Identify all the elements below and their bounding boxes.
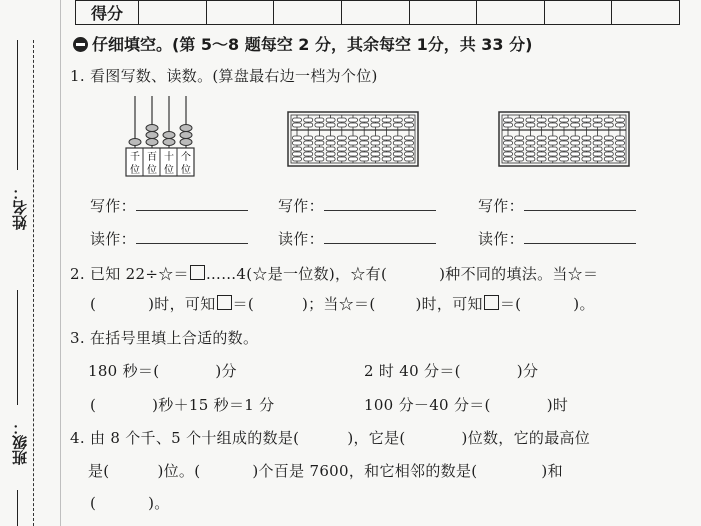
abacus-upper-bead bbox=[560, 118, 569, 122]
abacus-lower-bead bbox=[571, 147, 580, 151]
abacus-label-ones: 个 bbox=[181, 152, 191, 163]
abacus-upper-bead bbox=[405, 123, 414, 127]
abacus-lower-bead bbox=[304, 141, 313, 145]
abacus-upper-bead bbox=[548, 123, 557, 127]
abacus-upper-bead bbox=[393, 118, 402, 122]
abacus-upper-bead bbox=[593, 118, 602, 122]
abacus-lower-bead bbox=[582, 152, 591, 156]
abacus-lower-bead bbox=[537, 152, 546, 156]
abacus-lower-bead bbox=[593, 136, 602, 140]
abacus-lower-bead bbox=[593, 152, 602, 156]
abacus-lower-bead bbox=[382, 157, 391, 161]
abacus-lower-bead bbox=[560, 157, 569, 161]
abacus-lower-bead bbox=[504, 157, 513, 161]
score-cell[interactable] bbox=[139, 1, 207, 25]
q3-item-a: 180 秒＝( )分 bbox=[88, 362, 237, 380]
q2-line-1: 2. 已知 22÷☆＝ ……4(☆是一位数)，☆有( )种不同的填法。当☆＝ bbox=[70, 265, 599, 283]
abacus-lower-bead bbox=[337, 136, 346, 140]
abacus-lower-bead bbox=[326, 136, 335, 140]
abacus-lower-bead bbox=[315, 141, 324, 145]
abacus-lower-bead bbox=[382, 152, 391, 156]
abacus-upper-bead bbox=[616, 123, 625, 127]
abacus-lower-bead bbox=[571, 141, 580, 145]
abacus-lower-bead bbox=[315, 157, 324, 161]
abacus-lower-bead bbox=[504, 147, 513, 151]
abacus-lower-bead bbox=[337, 147, 346, 151]
abacus-lower-bead bbox=[515, 141, 524, 145]
abacus-upper-bead bbox=[371, 118, 380, 122]
abacus-upper-bead bbox=[293, 123, 302, 127]
abacus-lower-bead bbox=[515, 136, 524, 140]
abacus-lower-bead bbox=[526, 157, 535, 161]
score-cell[interactable] bbox=[544, 1, 612, 25]
abacus-lower-bead bbox=[360, 147, 369, 151]
abacus-lower-bead bbox=[349, 147, 358, 151]
abacus-upper-bead bbox=[504, 123, 513, 127]
abacus-lower-bead bbox=[604, 152, 613, 156]
abacus-upper-bead bbox=[571, 123, 580, 127]
abacus-lower-bead bbox=[616, 147, 625, 151]
abacus-upper-bead bbox=[593, 123, 602, 127]
abacus-upper-bead bbox=[337, 118, 346, 122]
margin-edge bbox=[60, 0, 61, 526]
abacus-upper-bead bbox=[315, 118, 324, 122]
q1-read-c: 读作： bbox=[478, 228, 636, 249]
svg-text:位: 位 bbox=[130, 165, 140, 176]
abacus-lower-bead bbox=[548, 141, 557, 145]
abacus-lower-bead bbox=[337, 152, 346, 156]
abacus-lower-bead bbox=[593, 141, 602, 145]
abacus-upper-bead bbox=[360, 118, 369, 122]
score-cell[interactable] bbox=[612, 1, 680, 25]
q1-write-c: 写作： bbox=[478, 195, 636, 216]
q1-read-b: 读作： bbox=[278, 228, 436, 249]
score-cell[interactable] bbox=[274, 1, 342, 25]
abacus-lower-bead bbox=[526, 152, 535, 156]
class-write-line bbox=[17, 290, 18, 405]
abacus-lower-bead bbox=[315, 152, 324, 156]
abacus-lower-bead bbox=[582, 157, 591, 161]
abacus-upper-bead bbox=[604, 123, 613, 127]
svg-text:位: 位 bbox=[147, 165, 157, 176]
abacus-lower-bead bbox=[326, 157, 335, 161]
abacus-lower-bead bbox=[326, 147, 335, 151]
abacus-lower-bead bbox=[382, 147, 391, 151]
read-answer-line-2[interactable] bbox=[324, 229, 436, 244]
abacus-lower-bead bbox=[349, 152, 358, 156]
abacus-lower-bead bbox=[349, 141, 358, 145]
abacus-lower-bead bbox=[548, 136, 557, 140]
abacus-upper-bead bbox=[360, 123, 369, 127]
abacus-lower-bead bbox=[571, 136, 580, 140]
score-cell[interactable] bbox=[477, 1, 545, 25]
abacus-upper-bead bbox=[571, 118, 580, 122]
abacus-lower-bead bbox=[315, 147, 324, 151]
abacus-upper-bead bbox=[349, 123, 358, 127]
abacus-lower-bead bbox=[548, 157, 557, 161]
abacus-upper-bead bbox=[526, 118, 535, 122]
abacus-lower-bead bbox=[560, 152, 569, 156]
abacus-upper-bead bbox=[560, 123, 569, 127]
abacus-lower-bead bbox=[304, 152, 313, 156]
abacus-lower-bead bbox=[360, 136, 369, 140]
abacus-lower-bead bbox=[604, 147, 613, 151]
abacus-lower-bead bbox=[405, 136, 414, 140]
abacus-lower-bead bbox=[515, 157, 524, 161]
class-label: 班级： bbox=[11, 420, 29, 465]
abacus-lower-bead bbox=[382, 141, 391, 145]
q3-item-c: ( )秒＋15 秒＝1 分 bbox=[90, 396, 275, 414]
abacus-lower-bead bbox=[616, 141, 625, 145]
abacus-lower-bead bbox=[337, 141, 346, 145]
section-badge-icon bbox=[73, 37, 88, 52]
abacus-lower-bead bbox=[337, 157, 346, 161]
abacus-label-tens: 十 bbox=[164, 152, 174, 163]
svg-text:位: 位 bbox=[164, 165, 174, 176]
abacus-lower-bead bbox=[548, 147, 557, 151]
abacus-upper-bead bbox=[315, 123, 324, 127]
abacus-lower-bead bbox=[393, 157, 402, 161]
abacus-lower-bead bbox=[393, 147, 402, 151]
score-cell[interactable] bbox=[206, 1, 274, 25]
abacus-upper-bead bbox=[616, 118, 625, 122]
abacus-lower-bead bbox=[515, 152, 524, 156]
abacus-lower-bead bbox=[515, 147, 524, 151]
abacus-lower-bead bbox=[582, 136, 591, 140]
abacus-upper-bead bbox=[515, 118, 524, 122]
abacus-lower-bead bbox=[616, 136, 625, 140]
abacus-lower-bead bbox=[405, 152, 414, 156]
abacus-lower-bead bbox=[304, 147, 313, 151]
abacus-lower-bead bbox=[526, 136, 535, 140]
abacus-lower-bead bbox=[537, 136, 546, 140]
abacus-upper-bead bbox=[405, 118, 414, 122]
abacus-lower-bead bbox=[326, 141, 335, 145]
abacus-upper-bead bbox=[304, 118, 313, 122]
abacus-lower-bead bbox=[315, 136, 324, 140]
abacus-lower-bead bbox=[326, 152, 335, 156]
abacus-lower-bead bbox=[560, 147, 569, 151]
abacus-lower-bead bbox=[526, 147, 535, 151]
abacus-lower-bead bbox=[593, 147, 602, 151]
abacus-lower-bead bbox=[405, 157, 414, 161]
abacus-lower-bead bbox=[293, 147, 302, 151]
name-label: 姓名： bbox=[11, 185, 29, 230]
school-write-line bbox=[17, 490, 18, 526]
score-table bbox=[75, 0, 680, 25]
abacus-upper-bead bbox=[515, 123, 524, 127]
abacus-lower-bead bbox=[304, 136, 313, 140]
abacus-upper-bead bbox=[304, 123, 313, 127]
write-answer-line-1[interactable] bbox=[136, 196, 248, 211]
abacus-lower-bead bbox=[537, 141, 546, 145]
abacus-lower-bead bbox=[393, 136, 402, 140]
abacus-label-hundreds: 百 bbox=[147, 152, 157, 163]
abacus-upper-bead bbox=[526, 123, 535, 127]
abacus-lower-bead bbox=[371, 152, 380, 156]
abacus-lower-bead bbox=[537, 157, 546, 161]
box-blank-icon bbox=[217, 295, 232, 310]
abacus-upper-bead bbox=[604, 118, 613, 122]
name-write-line bbox=[17, 40, 18, 170]
abacus-lower-bead bbox=[604, 136, 613, 140]
abacus-lower-bead bbox=[349, 157, 358, 161]
abacus-lower-bead bbox=[293, 141, 302, 145]
abacus-upper-bead bbox=[537, 118, 546, 122]
abacus-lower-bead bbox=[371, 141, 380, 145]
abacus-upper-bead bbox=[382, 118, 391, 122]
abacus-upper-bead bbox=[582, 123, 591, 127]
write-answer-line-2[interactable] bbox=[324, 196, 436, 211]
abacus-lower-bead bbox=[571, 152, 580, 156]
abacus-lower-bead bbox=[604, 141, 613, 145]
abacus-lower-bead bbox=[360, 157, 369, 161]
abacus-lower-bead bbox=[393, 152, 402, 156]
q4-line-2: 是( )位。( )个百是 7600，和它相邻的数是( )和 bbox=[88, 462, 563, 480]
abacus-lower-bead bbox=[616, 152, 625, 156]
q1-write-a: 写作： bbox=[90, 195, 248, 216]
score-row bbox=[76, 1, 680, 25]
abacus-lower-bead bbox=[349, 136, 358, 140]
abacus-upper-bead bbox=[548, 118, 557, 122]
abacus-upper-bead bbox=[371, 123, 380, 127]
q1-read-a: 读作： bbox=[90, 228, 248, 249]
svg-text:位: 位 bbox=[181, 165, 191, 176]
write-answer-line-3[interactable] bbox=[524, 196, 636, 211]
abacus-label-thousands: 千 bbox=[130, 152, 140, 163]
binding-dashed-line bbox=[33, 40, 34, 526]
q3-item-d: 100 分－40 分＝( )时 bbox=[364, 396, 569, 414]
abacus-lower-bead bbox=[382, 136, 391, 140]
q1-prompt: 1. 看图写数、读数。(算盘最右边一档为个位) bbox=[70, 67, 378, 85]
abacus-upper-bead bbox=[582, 118, 591, 122]
abacus-lower-bead bbox=[604, 157, 613, 161]
suanpan-abacus-2 bbox=[498, 111, 630, 167]
abacus-upper-bead bbox=[504, 118, 513, 122]
suanpan-abacus-1 bbox=[287, 111, 419, 167]
q3-item-b: 2 时 40 分＝( )分 bbox=[364, 362, 539, 380]
abacus-lower-bead bbox=[293, 152, 302, 156]
q2-line-2: ( )时，可知 ＝( )；当☆＝( )时，可知 ＝( )。 bbox=[90, 295, 595, 313]
box-blank-icon bbox=[190, 265, 205, 280]
abacus-lower-bead bbox=[526, 141, 535, 145]
abacus-lower-bead bbox=[393, 141, 402, 145]
section-heading bbox=[73, 32, 532, 55]
abacus-lower-bead bbox=[293, 157, 302, 161]
abacus-upper-bead bbox=[326, 123, 335, 127]
abacus-lower-bead bbox=[405, 141, 414, 145]
abacus-lower-bead bbox=[371, 136, 380, 140]
abacus-lower-bead bbox=[593, 157, 602, 161]
abacus-lower-bead bbox=[504, 136, 513, 140]
box-blank-icon bbox=[484, 295, 499, 310]
abacus-upper-bead bbox=[382, 123, 391, 127]
score-label: 得分 bbox=[76, 1, 139, 25]
abacus-lower-bead bbox=[304, 157, 313, 161]
read-answer-line-3[interactable] bbox=[524, 229, 636, 244]
score-cell[interactable] bbox=[409, 1, 477, 25]
q4-line-1: 4. 由 8 个千、5 个十组成的数是( )，它是( )位数，它的最高位 bbox=[70, 429, 591, 447]
abacus-lower-bead bbox=[582, 141, 591, 145]
read-answer-line-1[interactable] bbox=[136, 229, 248, 244]
abacus-upper-bead bbox=[349, 118, 358, 122]
abacus-lower-bead bbox=[504, 141, 513, 145]
abacus-lower-bead bbox=[571, 157, 580, 161]
abacus-upper-bead bbox=[393, 123, 402, 127]
abacus-lower-bead bbox=[371, 157, 380, 161]
section-title: 仔细填空。(第 5～8 题每空 2 分，其余每空 1分，共 33 分) bbox=[92, 35, 533, 54]
abacus-upper-bead bbox=[537, 123, 546, 127]
abacus-upper-bead bbox=[293, 118, 302, 122]
abacus-lower-bead bbox=[504, 152, 513, 156]
abacus-lower-bead bbox=[293, 136, 302, 140]
abacus-lower-bead bbox=[537, 147, 546, 151]
abacus-lower-bead bbox=[360, 141, 369, 145]
q4-line-3: ( )。 bbox=[90, 494, 170, 512]
abacus-lower-bead bbox=[582, 147, 591, 151]
abacus-lower-bead bbox=[560, 141, 569, 145]
abacus-lower-bead bbox=[405, 147, 414, 151]
abacus-lower-bead bbox=[548, 152, 557, 156]
abacus-upper-bead bbox=[326, 118, 335, 122]
abacus-lower-bead bbox=[616, 157, 625, 161]
abacus-upper-bead bbox=[337, 123, 346, 127]
place-value-abacus bbox=[124, 96, 196, 178]
abacus-lower-bead bbox=[360, 152, 369, 156]
abacus-lower-bead bbox=[560, 136, 569, 140]
abacus-lower-bead bbox=[371, 147, 380, 151]
q3-prompt: 3. 在括号里填上合适的数。 bbox=[70, 329, 259, 347]
score-cell[interactable] bbox=[341, 1, 409, 25]
q1-write-b: 写作： bbox=[278, 195, 436, 216]
